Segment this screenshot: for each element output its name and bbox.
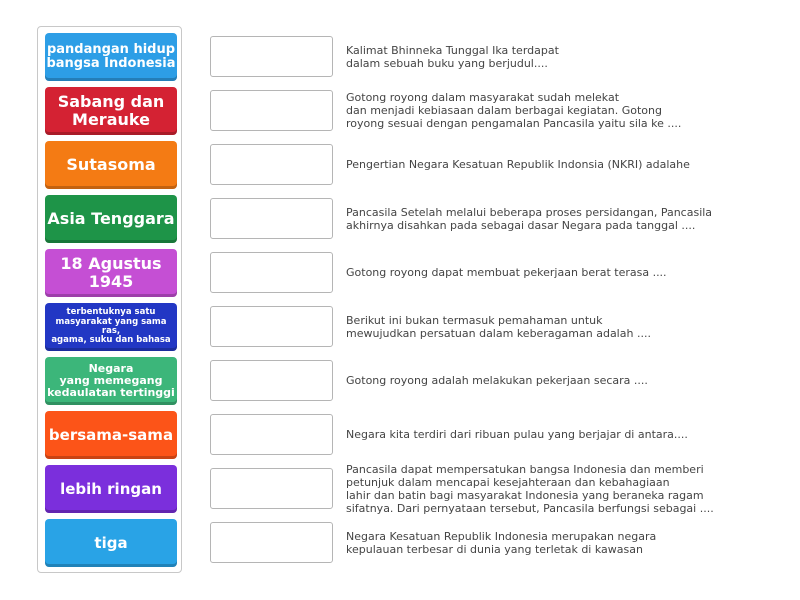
question bbox=[346, 198, 726, 239]
answer-tiles-panel bbox=[37, 26, 182, 573]
drop-slot[interactable] bbox=[210, 144, 333, 185]
question-text: Gotong royong adalah melakukan pekerjaan secara .... bbox=[346, 374, 648, 387]
question bbox=[346, 306, 726, 347]
answer-tile[interactable]: Asia Tenggara bbox=[45, 195, 177, 243]
question-text: Gotong royong dalam masyarakat sudah melekat dan menjadi kebiasaan dalam berbagai kegiatan. Gotong royong sesuai dengan pengamalan Pancasila yaitu sila ke .... bbox=[346, 91, 682, 130]
question-text: Gotong royong dapat membuat pekerjaan berat terasa .... bbox=[346, 266, 667, 279]
answer-tile[interactable]: Negara yang memegang kedaulatan tertinggi bbox=[45, 357, 177, 405]
drop-slot[interactable] bbox=[210, 360, 333, 401]
answer-tile[interactable]: lebih ringan bbox=[45, 465, 177, 513]
question bbox=[346, 462, 726, 515]
drop-slot[interactable] bbox=[210, 468, 333, 509]
drop-slot[interactable] bbox=[210, 306, 333, 347]
drop-slot[interactable] bbox=[210, 414, 333, 455]
question bbox=[346, 90, 726, 131]
question-text: Kalimat Bhinneka Tunggal Ika terdapat dalam sebuah buku yang berjudul.... bbox=[346, 43, 559, 70]
question bbox=[346, 252, 726, 293]
question-text: Negara kita terdiri dari ribuan pulau yang berjajar di antara.... bbox=[346, 428, 688, 441]
question bbox=[346, 522, 726, 563]
answer-tile[interactable]: tiga bbox=[45, 519, 177, 567]
answer-tile[interactable]: pandangan hidup bangsa Indonesia bbox=[45, 33, 177, 81]
answer-tile[interactable]: bersama-sama bbox=[45, 411, 177, 459]
question bbox=[346, 414, 726, 455]
question-text: Berikut ini bukan termasuk pemahaman untuk mewujudkan persatuan dalam keberagaman adalah .... bbox=[346, 313, 651, 340]
question bbox=[346, 36, 726, 77]
drop-slot[interactable] bbox=[210, 198, 333, 239]
answer-tile[interactable]: terbentuknya satu masyarakat yang sama ras, agama, suku dan bahasa bbox=[45, 303, 177, 351]
question bbox=[346, 360, 726, 401]
drop-slot[interactable] bbox=[210, 90, 333, 131]
question-text: Pancasila Setelah melalui beberapa proses persidangan, Pancasila akhirnya disahkan pada sebagai dasar Negara pada tanggal .... bbox=[346, 205, 713, 232]
answer-tile[interactable]: 18 Agustus 1945 bbox=[45, 249, 177, 297]
question-text: Pengertian Negara Kesatuan Republik Indonsia (NKRI) adalahe bbox=[346, 158, 690, 171]
question-text: Pancasila dapat mempersatukan bangsa Indonesia dan memberi petunjuk dalam mencapai kesejahteraan dan kebahagiaan lahir dan batin bagi masyarakat Indonesia yang beraneka ragam sifatnya. Dari pernyataan tersebut, Pancasila berfungsi sebagai .... bbox=[346, 462, 714, 515]
drop-slot[interactable] bbox=[210, 252, 333, 293]
question-text: Negara Kesatuan Republik Indonesia merupakan negara kepulauan terbesar di dunia yang terletak di kawasan bbox=[346, 529, 657, 556]
drop-slot[interactable] bbox=[210, 522, 333, 563]
answer-tile[interactable]: Sutasoma bbox=[45, 141, 177, 189]
drop-slot[interactable] bbox=[210, 36, 333, 77]
question bbox=[346, 144, 726, 185]
answer-tile[interactable]: Sabang dan Merauke bbox=[45, 87, 177, 135]
